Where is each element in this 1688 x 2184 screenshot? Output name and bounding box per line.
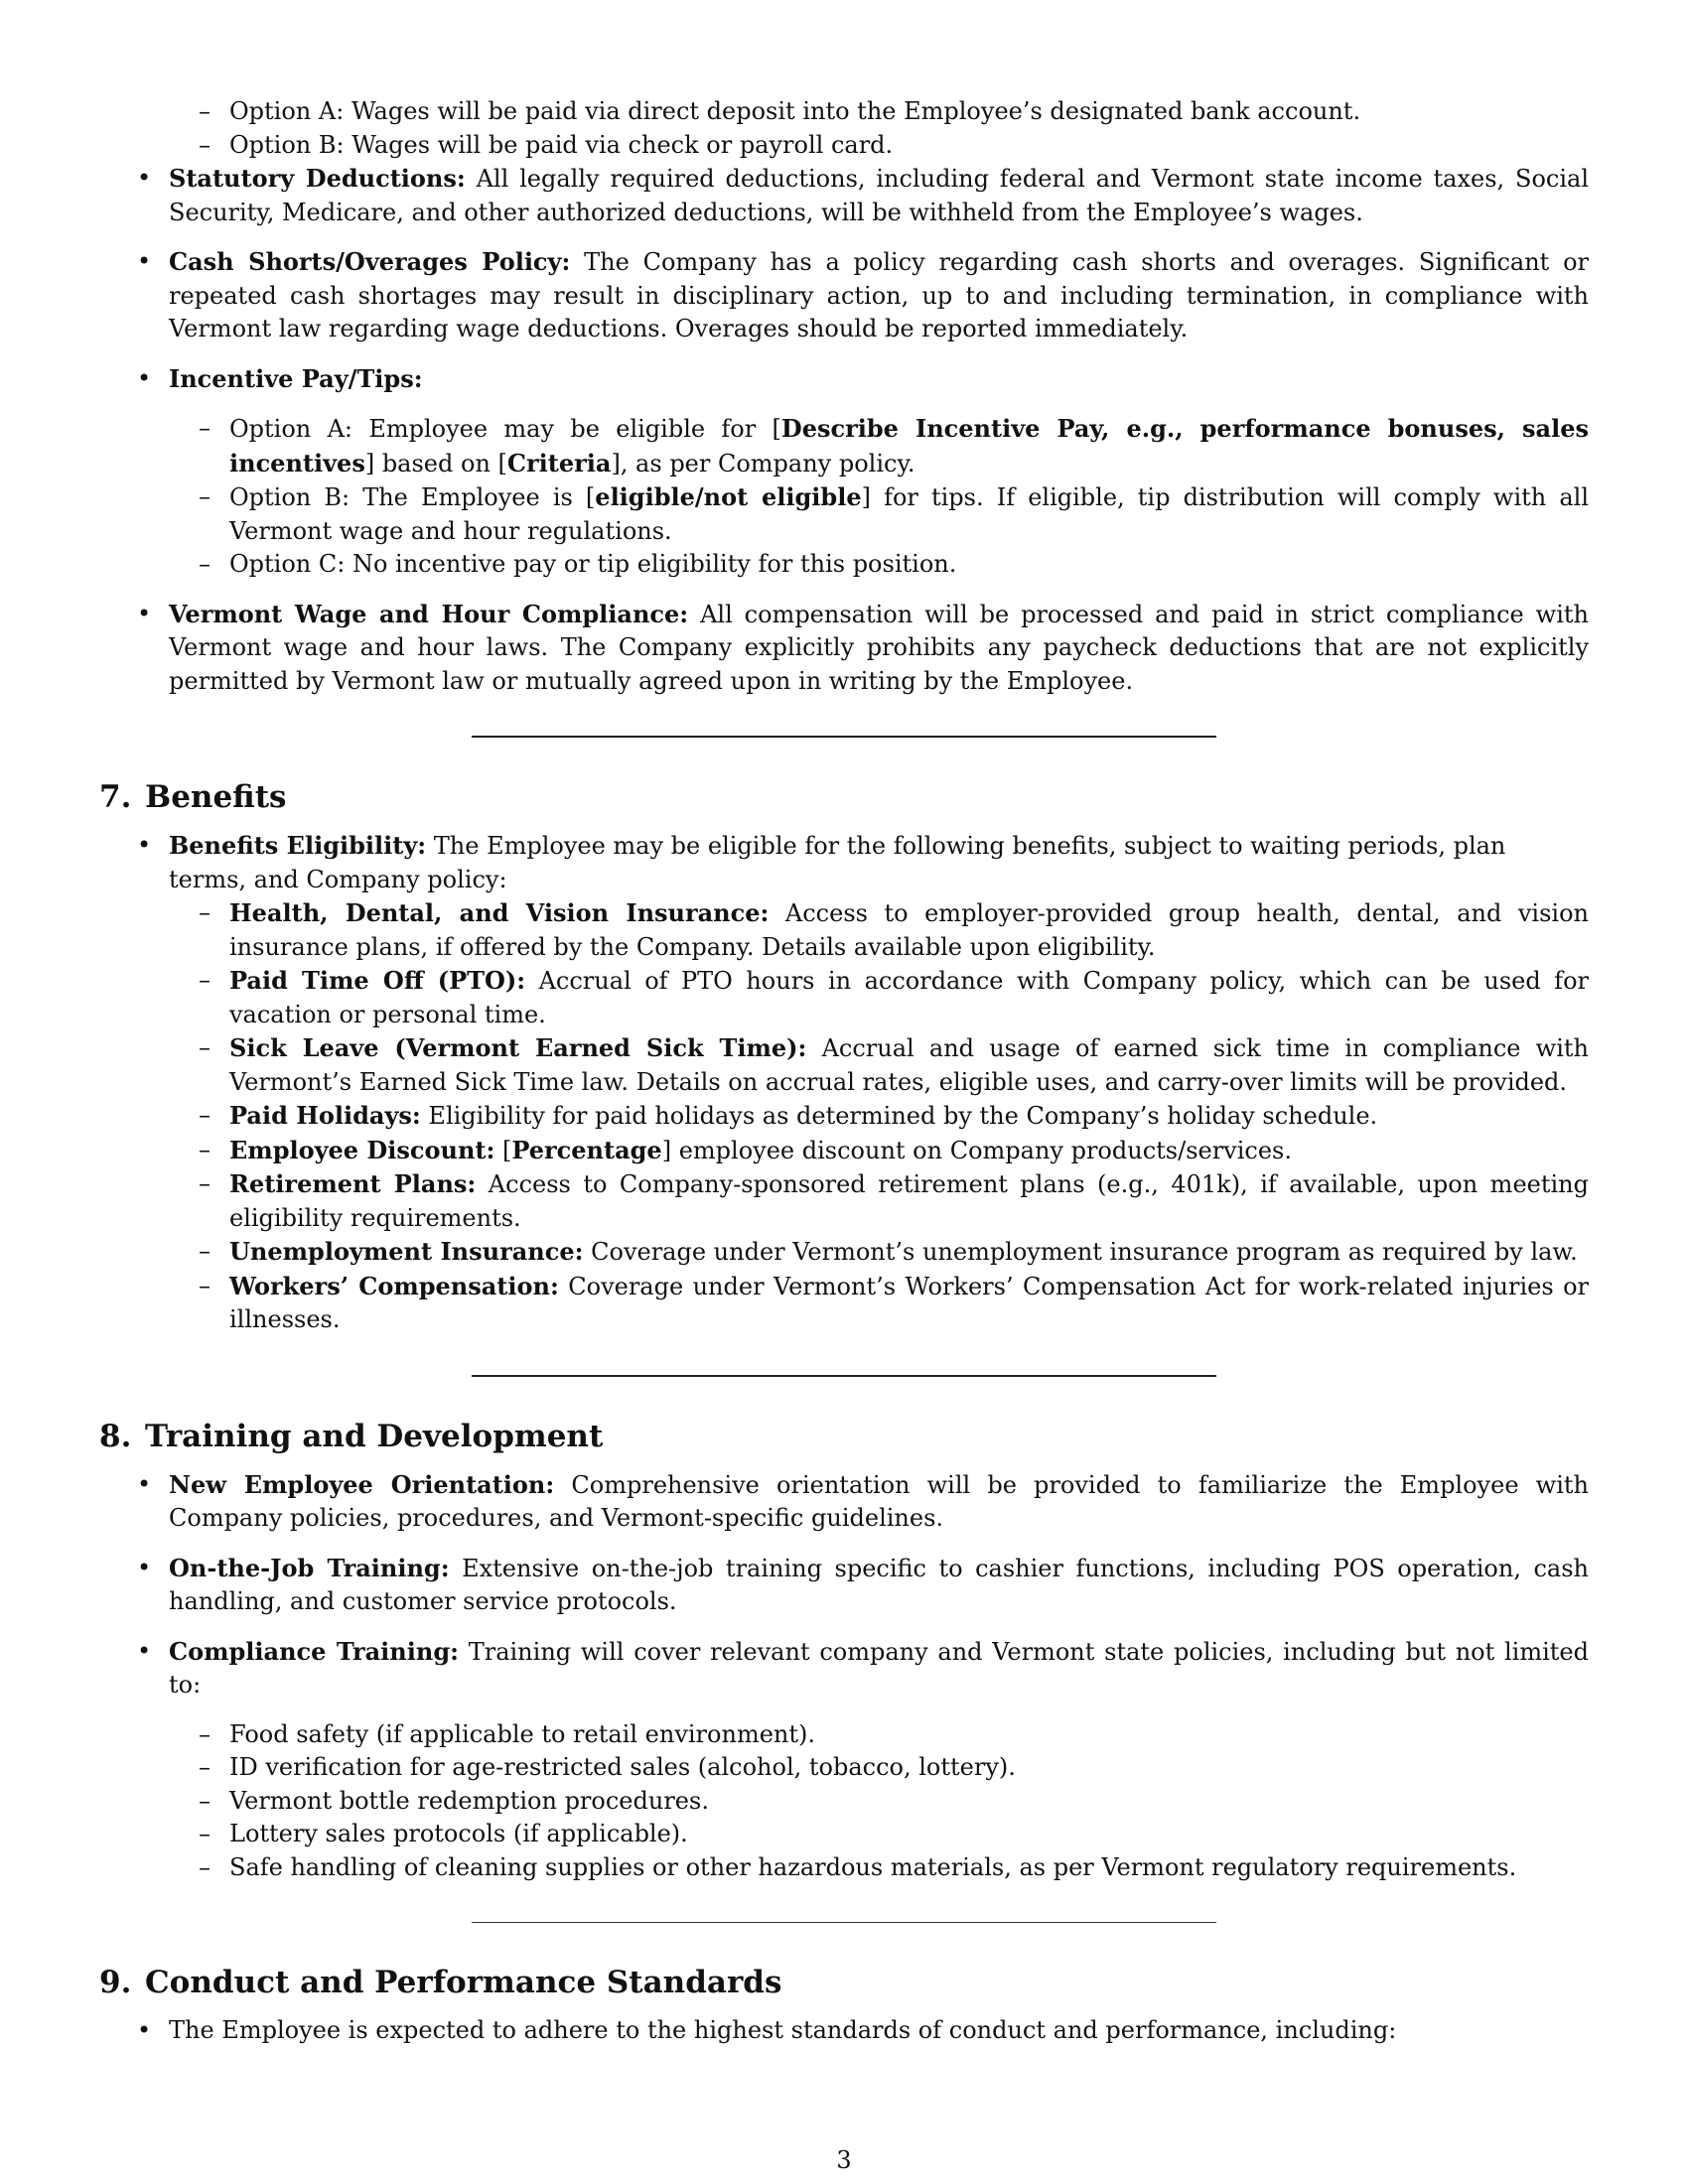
item-label: Sick Leave (Vermont Earned Sick Time):	[229, 1033, 807, 1062]
item-label: Compliance Training:	[169, 1636, 459, 1666]
section-divider	[472, 1922, 1216, 1923]
list-item	[99, 1099, 1589, 1134]
payment-options-list	[169, 95, 1589, 162]
item-text: [	[501, 1136, 512, 1164]
list-item: – Lottery sales protocols (if applicable).	[99, 1818, 1589, 1851]
item-text: Eligibility for paid holidays as determined by the Company’s holiday schedule.	[428, 1102, 1378, 1130]
section-number: 8.	[99, 1418, 132, 1454]
item-text: All legally required deductions, including federal and Vermont state income taxes, Social Security, Medicare, and other authorized deductions, will be withheld from the Employee’s wages.	[169, 165, 1590, 226]
list-item: – Option C: No incentive pay or tip eligibility for this position.	[99, 548, 1589, 582]
item-label: On-the-Job Training:	[169, 1553, 450, 1582]
item-text: Extensive on-the-job training specific to cashier functions, including POS operation, cash handling, and customer service protocols.	[169, 1554, 1589, 1615]
section-number: 7.	[99, 779, 132, 815]
conduct-intro-item: • The Employee is expected to adhere to the highest standards of conduct and performance, including:	[99, 2014, 1589, 2048]
cash-policy-item	[99, 245, 1589, 346]
compensation-bullets	[99, 162, 1589, 698]
item-label: Workers’ Compensation:	[229, 1271, 559, 1300]
list-item	[99, 964, 1589, 1031]
item-label: Incentive Pay/Tips:	[169, 363, 423, 393]
section-heading-training	[99, 1417, 1589, 1456]
list-item	[99, 1235, 1589, 1270]
item-label: Unemployment Insurance:	[229, 1237, 584, 1266]
incentive-pay-item	[99, 362, 1589, 582]
page-number: 3	[836, 2146, 852, 2174]
statutory-deductions-item	[99, 162, 1589, 229]
item-text: The Employee may be eligible for the following benefits, subject to waiting periods, plan terms, and Company policy:	[169, 832, 1506, 893]
compliance-training-item	[99, 1635, 1589, 1885]
item-label: Vermont Wage and Hour Compliance:	[169, 599, 689, 628]
list-item	[99, 480, 1589, 548]
benefits-bullets	[99, 829, 1589, 1337]
orientation-item	[99, 1468, 1589, 1536]
section-divider	[472, 1375, 1216, 1377]
compliance-topics-list	[169, 1718, 1589, 1885]
item-text: Accrual of PTO hours in accordance with Company policy, which can be used for vacation or personal time.	[229, 967, 1589, 1028]
item-text: Coverage under Vermont’s unemployment insurance program as required by law.	[591, 1238, 1578, 1266]
section-heading-benefits	[99, 777, 1589, 817]
list-item: – Option B: Wages will be paid via check or payroll card.	[99, 129, 1589, 163]
placeholder-text: Criteria	[506, 448, 612, 478]
option-text: ] based on [	[364, 449, 507, 478]
section-divider	[472, 736, 1216, 738]
benefits-eligibility-item	[99, 829, 1589, 1337]
item-label: Employee Discount:	[229, 1135, 495, 1164]
list-item	[99, 1031, 1589, 1099]
item-text: Accrual and usage of earned sick time in compliance with Vermont’s Earned Sick Time law. Details on accrual rates, eligible uses, and carry-over limits will be provided.	[229, 1034, 1590, 1096]
item-label: Statutory Deductions:	[169, 164, 466, 193]
placeholder-text: Describe Incentive Pay, e.g., performance bonuses, sales incentives	[229, 414, 1589, 478]
list-item: – Safe handling of cleaning supplies or other hazardous materials, as per Vermont regulatory requirements.	[99, 1851, 1589, 1885]
benefits-list	[169, 896, 1589, 1337]
item-label: Retirement Plans:	[229, 1169, 477, 1198]
section-title: Benefits	[145, 779, 287, 815]
list-item	[99, 1167, 1589, 1235]
incentive-options-list	[169, 412, 1589, 582]
placeholder-text: eligible/not eligible	[595, 482, 862, 511]
option-text: ] for tips. If eligible, tip distribution will comply with all Vermont wage and hour regulations.	[229, 483, 1589, 545]
option-text: ], as per Company policy.	[611, 449, 915, 478]
list-item: – ID verification for age-restricted sales (alcohol, tobacco, lottery).	[99, 1751, 1589, 1785]
item-label: Paid Holidays:	[229, 1101, 421, 1130]
list-item: – Vermont bottle redemption procedures.	[99, 1785, 1589, 1819]
list-item	[99, 412, 1589, 480]
section-number: 9.	[99, 1965, 132, 2000]
item-text: Training will cover relevant company and Vermont state policies, including but not limited to:	[169, 1637, 1589, 1699]
section-title: Training and Development	[145, 1418, 604, 1454]
list-item	[99, 896, 1589, 964]
item-text: Comprehensive orientation will be provided to familiarize the Employee with Company policies, procedures, and Vermont-specific guidelines.	[169, 1470, 1589, 1532]
list-item	[99, 1134, 1589, 1168]
section-heading-conduct	[99, 1963, 1589, 2002]
list-item: – Option A: Wages will be paid via direct deposit into the Employee’s designated bank account.	[99, 95, 1589, 129]
item-text: Access to Company-sponsored retirement plans (e.g., 401k), if available, upon meeting eligibility requirements.	[229, 1170, 1589, 1232]
item-label: Paid Time Off (PTO):	[229, 966, 526, 995]
document-page	[99, 95, 1589, 2064]
item-label: Cash Shorts/Overages Policy:	[169, 247, 571, 276]
compliance-intro	[169, 1635, 1589, 1703]
section-title: Conduct and Performance Standards	[145, 1965, 782, 2000]
item-text: All compensation will be processed and paid in strict compliance with Vermont wage and hour laws. The Company explicitly prohibits any paycheck deductions that are not explicitly permitted by Vermont law or mutually agreed upon in writing by the Employee.	[169, 600, 1589, 695]
item-label: Benefits Eligibility:	[169, 831, 427, 860]
item-text: Access to employer-provided group health, dental, and vision insurance plans, if offered by the Company. Details available upon eligibility.	[229, 899, 1589, 961]
on-the-job-training-item	[99, 1552, 1589, 1619]
wage-compliance-item	[99, 598, 1589, 699]
list-item: – Food safety (if applicable to retail environment).	[99, 1718, 1589, 1752]
conduct-bullets	[99, 2014, 1589, 2048]
option-text: Option B: The Employee is [	[229, 483, 596, 511]
item-text: ] employee discount on Company products/services.	[661, 1136, 1293, 1164]
item-label: Health, Dental, and Vision Insurance:	[229, 898, 770, 927]
option-text: Option A: Employee may be eligible for [	[229, 415, 781, 443]
placeholder-text: Percentage	[511, 1135, 662, 1164]
item-text: Coverage under Vermont’s Workers’ Compensation Act for work-related injuries or illnesses.	[229, 1272, 1590, 1333]
item-text: The Company has a policy regarding cash shorts and overages. Significant or repeated cash shortages may result in disciplinary action, up to and including termination, in compliance with Vermont law regarding wage deductions. Overages should be reported immediately.	[169, 248, 1589, 342]
training-bullets	[99, 1468, 1589, 1885]
item-label: New Employee Orientation:	[169, 1469, 555, 1499]
list-item	[99, 1270, 1589, 1337]
